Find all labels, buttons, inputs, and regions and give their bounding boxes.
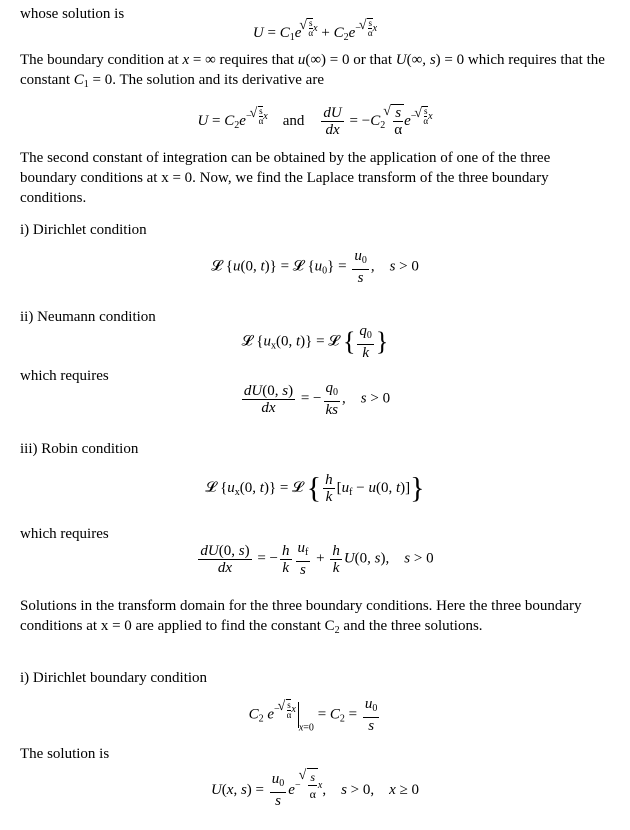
paragraph-transform-solutions: Solutions in the transform domain for the three boundary conditions. Here the three boundary conditions at x = 0 are applied to find the constant $C_2$ and the three solutions. (20, 598, 582, 636)
equation-neumann-transform: 𝓛 {$u_x(0$, t)} = 𝓛 { $\frac{q_0}{k}$ } (241, 323, 389, 361)
equation-dirichlet-constant: $C_2$ $e^{- √ \frac{s}{\alpha} x}_{x=0} = C_2$ = $\frac{u_0}{s}$ (0, 696, 630, 738)
paragraph-the-solution: The solution is (20, 746, 110, 762)
equation-general-solution: $U = C_1e$ √ $^{\frac{s}{\alpha} x} + C_2e^{- √ \frac{s}{\alpha} x}$ (0, 18, 630, 48)
equation-solution-derivative: $U = C_2e^{- √ \frac{s}{\alpha} x}$ and $\frac{dU}{dx}$ = $-C_2$ √ $\frac{s}{\alpha}$ $e^{- √ \frac{s}{\alpha} x}$ (0, 104, 630, 138)
equation-dirichlet-solution: U(x, s) = $\frac{u_0}{s}$ $e^{- √ \frac{s}{\alpha} x}$, s > 0, x ≥ 0 (0, 768, 630, 809)
equation-robin-requires: $\frac{dU(0, s)}{dx}$ = − $\frac{h}{k}$ $\frac{u_f}{s}$ + $\frac{h}{k}$ U(0, s), s > 0 (200, 540, 434, 578)
paragraph-boundary: The boundary condition at x = ∞ requires that u(∞) = 0 or that U(∞, s) = 0 which requires that the constant $C_1 = 0$. The solution and its derivative are (20, 52, 605, 90)
equation-neumann-requires: $\frac{dU(0, s)}{dx}$ = − $\frac{q_0}{ks}$ , s > 0 (243, 380, 391, 418)
heading-robin: iii) Robin condition (20, 441, 139, 457)
label-which-requires-2: which requires (20, 526, 109, 542)
paragraph-second-constant: The second constant of integration can be obtained by the application of one of the three boundary conditions at x = 0. Now, we find the Laplace transform of the three boundary conditions. (20, 150, 551, 206)
equation-dirichlet-transform: 𝓛 {u(0, t)} = 𝓛 $\{u_0\}$ = $\frac{u_0}{s}$ , s > 0 (211, 248, 419, 286)
label-which-requires-1: which requires (20, 368, 109, 384)
heading-dirichlet-bc: i) Dirichlet boundary condition (20, 670, 208, 686)
paragraph-intro: whose solution is (20, 6, 125, 22)
equation-robin-transform: 𝓛 {$u_x(0$, t)} = 𝓛 { $\frac{h}{k}$ [$u_f - u(0$, t)]} (205, 471, 425, 505)
heading-neumann: ii) Neumann condition (20, 309, 156, 325)
heading-dirichlet: i) Dirichlet condition (20, 222, 147, 238)
